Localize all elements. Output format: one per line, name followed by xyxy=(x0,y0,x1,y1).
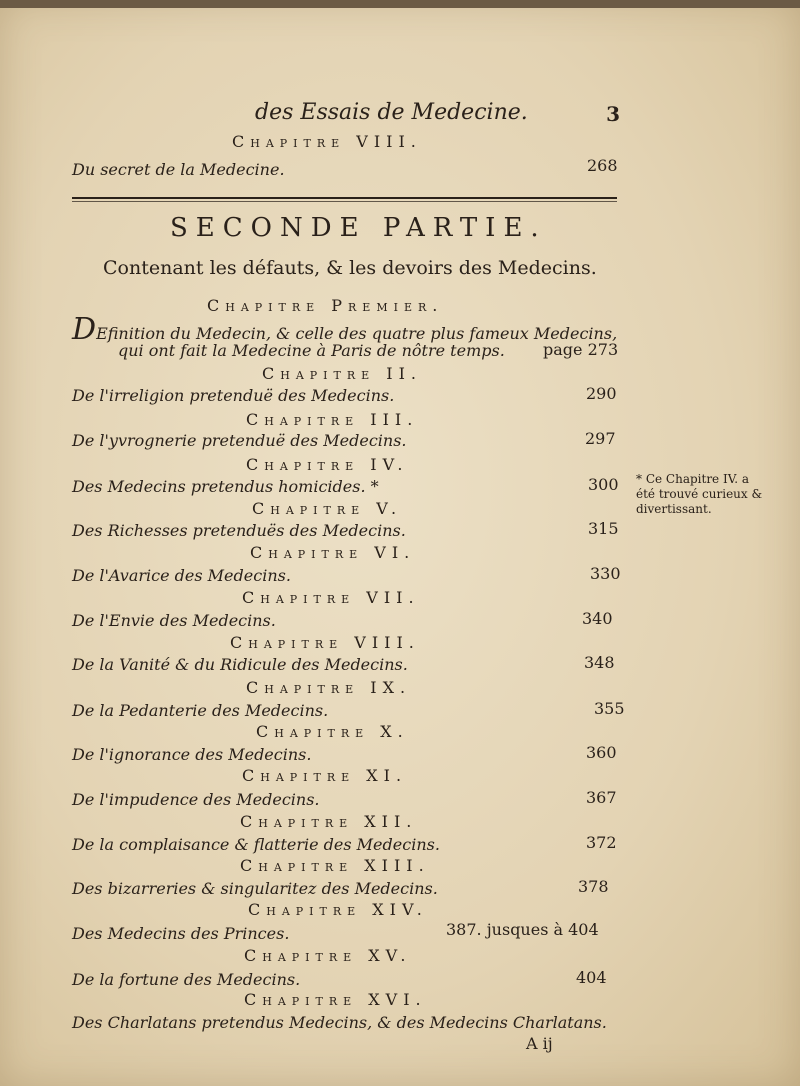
page-top-edge xyxy=(0,0,800,8)
signature-mark: A ij xyxy=(526,1034,553,1053)
toc-page: 387. jusques à 404 xyxy=(446,920,599,939)
toc-page: 315 xyxy=(588,519,619,538)
toc-page: 300 xyxy=(588,475,619,494)
toc-entry: De la complaisance & flatterie des Medecins. xyxy=(72,835,440,854)
chapter-heading: Chapitre Premier. xyxy=(207,296,444,315)
chapter-heading: Chapitre X. xyxy=(256,722,409,741)
chapter-heading: Chapitre XIV. xyxy=(248,900,428,919)
chapter-heading: Chapitre VI. xyxy=(250,543,416,562)
chapter-heading: Chapitre XIII. xyxy=(240,856,430,875)
toc-page: 404 xyxy=(576,968,607,987)
part-subtitle: Contenant les défauts, & les devoirs des Medecins. xyxy=(103,257,597,279)
chapter-heading: Chapitre II. xyxy=(262,364,422,383)
toc-page: 372 xyxy=(586,833,617,852)
toc-page: 268 xyxy=(587,156,618,175)
chapter-heading: Chapitre VIII. xyxy=(232,132,422,151)
chapter-heading: Chapitre IX. xyxy=(246,678,412,697)
toc-entry: Des Richesses pretenduës des Medecins. xyxy=(72,521,406,540)
toc-page: page 273 xyxy=(543,340,619,359)
toc-entry: Des Medecins des Princes. xyxy=(72,924,290,943)
toc-entry: De la Pedanterie des Medecins. xyxy=(72,701,329,720)
toc-entry: De la fortune des Medecins. xyxy=(72,970,301,989)
chapter-heading: Chapitre XII. xyxy=(240,812,418,831)
toc-entry: Des Charlatans pretendus Medecins, & des Medecins Charlatans. xyxy=(72,1013,607,1032)
chapter-heading: Chapitre XV. xyxy=(244,946,412,965)
toc-page: 297 xyxy=(585,429,616,448)
toc-page: 330 xyxy=(590,564,621,583)
toc-entry: De l'Envie des Medecins. xyxy=(72,611,276,630)
chapter-heading: Chapitre V. xyxy=(252,499,403,518)
toc-page: 378 xyxy=(578,877,609,896)
page-number: 3 xyxy=(606,102,620,126)
chapter-heading: Chapitre VIII. xyxy=(230,633,420,652)
chapter-heading: Chapitre XVI. xyxy=(244,990,427,1009)
toc-entry: De l'irreligion pretenduë des Medecins. xyxy=(72,386,395,405)
toc-entry: Des Medecins pretendus homicides. * xyxy=(72,477,379,496)
toc-page: 367 xyxy=(586,788,617,807)
toc-entry: De la Vanité & du Ridicule des Medecins. xyxy=(72,655,408,674)
running-head: des Essais de Medecine. xyxy=(255,100,528,125)
toc-entry: De l'impudence des Medecins. xyxy=(72,790,320,809)
toc-page: 348 xyxy=(584,653,615,672)
toc-page: 290 xyxy=(586,384,617,403)
toc-page: 355 xyxy=(594,699,625,718)
chapter-heading: Chapitre IV. xyxy=(246,455,409,474)
toc-entry: Du secret de la Medecine. xyxy=(72,160,285,179)
toc-entry: De l'yvrognerie pretenduë des Medecins. xyxy=(72,431,407,450)
part-title: SECONDE PARTIE. xyxy=(170,213,547,243)
toc-page: 340 xyxy=(582,609,613,628)
toc-entry-line2: qui ont fait la Medecine à Paris de nôtre temps. xyxy=(118,341,505,360)
side-note: * Ce Chapitre IV. a été trouvé curieux & divertissant. xyxy=(636,472,763,516)
section-rule-thin xyxy=(72,201,617,202)
toc-entry: Des bizarreries & singularitez des Medecins. xyxy=(72,879,438,898)
toc-entry-line1: Efinition du Medecin, & celle des quatre plus fameux Medecins, xyxy=(96,324,618,343)
toc-entry: De l'Avarice des Medecins. xyxy=(72,566,291,585)
section-rule xyxy=(72,197,617,199)
drop-cap: D xyxy=(72,312,97,347)
toc-entry: De l'ignorance des Medecins. xyxy=(72,745,312,764)
toc-page: 360 xyxy=(586,743,617,762)
chapter-heading: Chapitre VII. xyxy=(242,588,420,607)
chapter-heading: Chapitre XI. xyxy=(242,766,408,785)
chapter-heading: Chapitre III. xyxy=(246,410,419,429)
